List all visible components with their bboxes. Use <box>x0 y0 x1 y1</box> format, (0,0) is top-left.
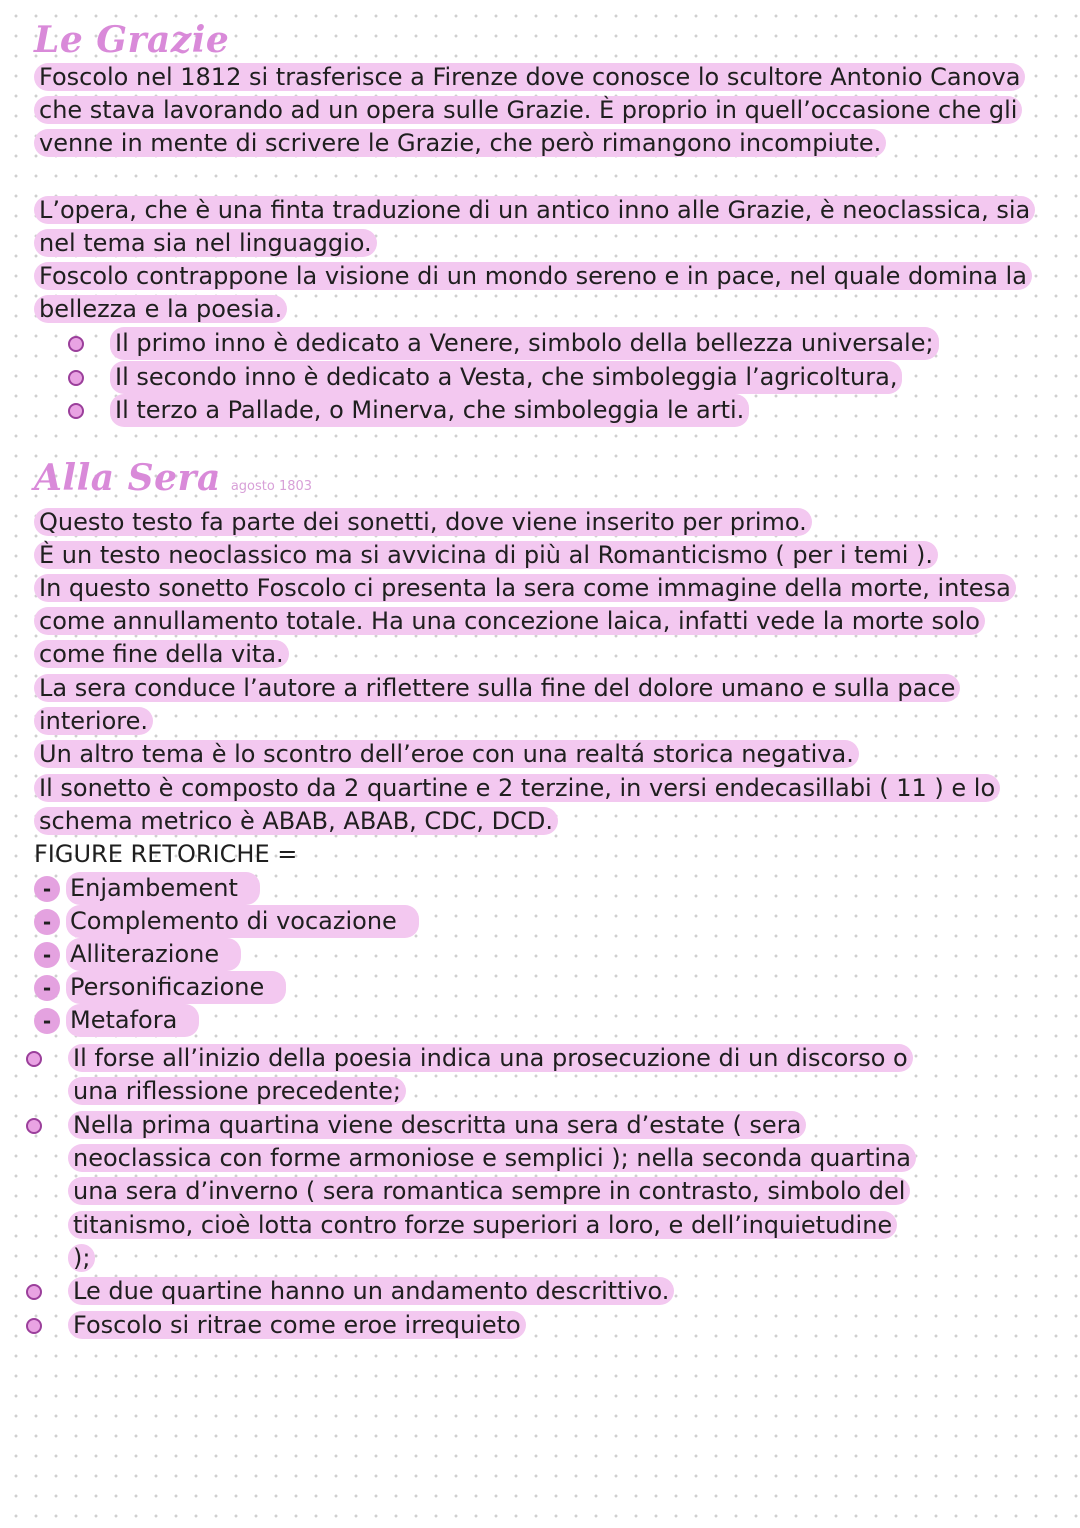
list-item <box>68 394 749 427</box>
dash-marker: - <box>34 1008 60 1034</box>
list-item-text: Le due quartine hanno un andamento descrittivo. <box>68 1275 918 1308</box>
circle-bullet-icon <box>26 1051 42 1067</box>
highlight: In questo sonetto Foscolo ci presenta la sera come immagine della morte, intesa come annullamento totale. Ha una concezione laica, infatti vede la morte solo come fine della vita. <box>34 574 1016 668</box>
highlight: Foscolo nel 1812 si trasferisce a Firenze dove conosce lo scultore Antonio Canova che stava lavorando ad un opera sulle Grazie. È proprio in quell’occasione che gli venne in mente di scrivere le Grazie, che però rimangono incompiute. <box>34 63 1025 157</box>
circle-bullet-icon <box>26 1318 42 1334</box>
highlight: Un altro tema è lo scontro dell’eroe con una realtá storica negativa. <box>34 740 859 768</box>
list-item <box>26 1275 918 1308</box>
section-header-alla-sera <box>34 457 313 499</box>
figure-label: Personificazione <box>66 971 286 1004</box>
highlight: La sera conduce l’autore a riflettere sulla fine del dolore umano e sulla pace interiore. <box>34 674 960 735</box>
paragraph <box>34 260 1044 326</box>
circle-bullet-icon <box>26 1284 42 1300</box>
circle-bullet-icon <box>68 336 84 352</box>
list-item-text: Il forse all’inizio della poesia indica una prosecuzione di un discorso o una riflessione precedente; <box>68 1042 918 1108</box>
figure-label: Complemento di vocazione <box>66 905 419 938</box>
dash-marker: - <box>34 942 60 968</box>
highlight: Questo testo fa parte dei sonetti, dove viene inserito per primo. <box>34 508 812 536</box>
dash-marker: - <box>34 909 60 935</box>
dash-marker: - <box>34 876 60 902</box>
list-item-text: Il terzo a Pallade, o Minerva, che simboleggia le arti. <box>110 394 749 427</box>
paragraph <box>34 738 1044 771</box>
list-item <box>68 361 902 394</box>
section-title-alla-sera: Alla Sera <box>34 457 221 499</box>
figure-item <box>34 971 286 1004</box>
figures-heading: FIGURE RETORICHE = <box>34 840 298 868</box>
circle-bullet-icon <box>68 403 84 419</box>
highlight: L’opera, che è una finta traduzione di un antico inno alle Grazie, è neoclassica, sia nel tema sia nel linguaggio. <box>34 196 1035 257</box>
paragraph <box>34 506 1044 539</box>
circle-bullet-icon <box>26 1118 42 1134</box>
section-date: agosto 1803 <box>230 479 313 494</box>
paragraph <box>34 772 1044 838</box>
list-item-text: Il primo inno è dedicato a Venere, simbolo della bellezza universale; <box>110 327 939 360</box>
highlight: Il sonetto è composto da 2 quartine e 2 terzine, in versi endecasillabi ( 11 ) e lo schema metrico è ABAB, ABAB, CDC, DCD. <box>34 774 1000 835</box>
list-item-text: Foscolo si ritrae come eroe irrequieto <box>68 1309 918 1342</box>
figure-label: Enjambement <box>66 872 260 905</box>
figure-item <box>34 905 419 938</box>
figure-item <box>34 872 260 905</box>
highlight: Foscolo contrappone la visione di un mondo sereno e in pace, nel quale domina la bellezza e la poesia. <box>34 262 1032 323</box>
highlight: È un testo neoclassico ma si avvicina di più al Romanticismo ( per i temi ). <box>34 541 938 569</box>
paragraph <box>34 672 1044 738</box>
list-item <box>26 1309 918 1342</box>
dash-marker: - <box>34 975 60 1001</box>
circle-bullet-icon <box>68 370 84 386</box>
paragraph <box>34 194 1044 260</box>
list-item <box>26 1042 918 1108</box>
figure-item <box>34 1004 199 1037</box>
paragraph <box>34 572 1044 672</box>
list-item-text: Il secondo inno è dedicato a Vesta, che simboleggia l’agricoltura, <box>110 361 902 394</box>
paragraph <box>34 61 1044 161</box>
figure-item <box>34 938 241 971</box>
list-item <box>26 1109 918 1275</box>
list-item <box>68 327 939 360</box>
figure-label: Alliterazione <box>66 938 241 971</box>
figure-label: Metafora <box>66 1004 199 1037</box>
list-item-text: Nella prima quartina viene descritta una sera d’estate ( sera neoclassica con forme armoniose e semplici ); nella seconda quartina una sera d’inverno ( sera romantica sempre in contrasto, simbolo del titanismo, cioè lotta contro forze superiori a loro, e dell’inquietudine ); <box>68 1109 918 1275</box>
section-title-le-grazie: Le Grazie <box>34 19 230 61</box>
paragraph <box>34 539 1044 572</box>
